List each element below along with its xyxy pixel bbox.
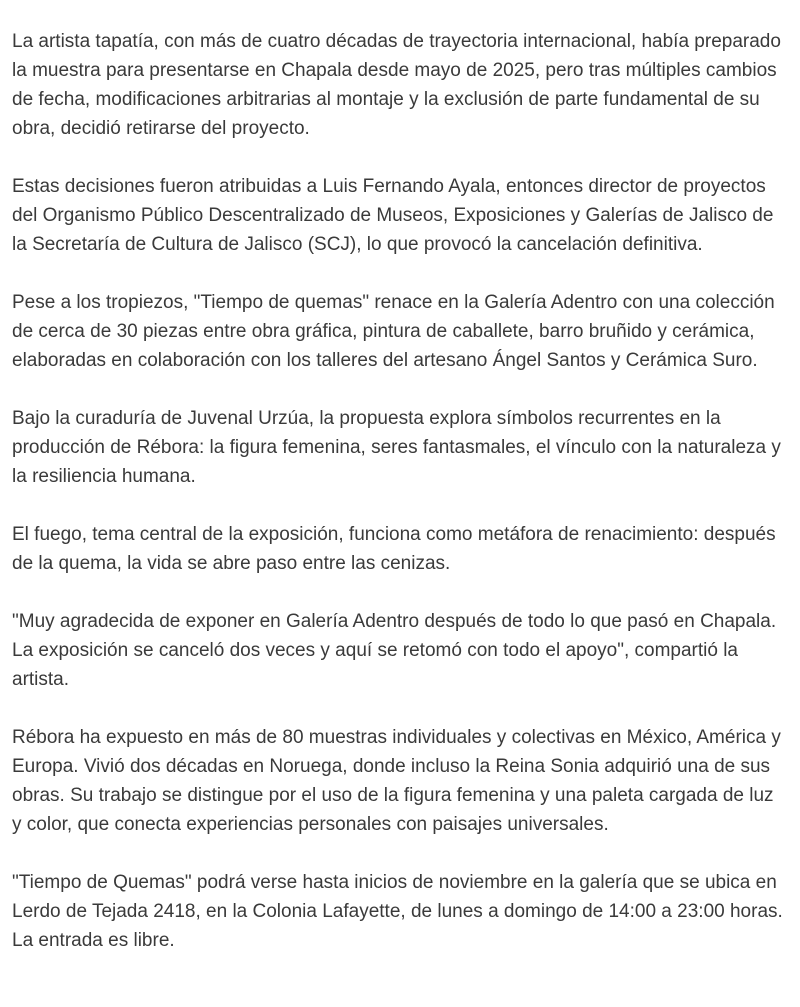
article-paragraph-8: "Tiempo de Quemas" podrá verse hasta inicios de noviembre en la galería que se ubica en Lerdo de Tejada 2418, en la Colonia Lafayette, de lunes a domingo de 14:00 a 23:00 horas. La entrada es libre. [12,872,783,951]
article-paragraph-4: Bajo la curaduría de Juvenal Urzúa, la propuesta explora símbolos recurrentes en la producción de Rébora: la figura femenina, seres fantasmales, el vínculo con la naturaleza y la resiliencia humana. [12,408,781,487]
article-paragraph-5: El fuego, tema central de la exposición, funciona como metáfora de renacimiento: después de la quema, la vida se abre paso entre las cenizas. [12,524,776,574]
article-paragraph-6: "Muy agradecida de exponer en Galería Adentro después de todo lo que pasó en Chapala. La exposición se canceló dos veces y aquí se retomó con todo el apoyo", compartió la artista. [12,611,777,690]
article-paragraph-7: Rébora ha expuesto en más de 80 muestras individuales y colectivas en México, América y Europa. Vivió dos décadas en Noruega, donde incluso la Reina Sonia adquirió una de sus obras. Su trabajo se distingue por el uso de la figura femenina y una paleta cargada de luz y color, que conecta experiencias personales con paisajes universales. [12,727,781,835]
article-paragraph-3: Pese a los tropiezos, "Tiempo de quemas" renace en la Galería Adentro con una colección de cerca de 30 piezas entre obra gráfica, pintura de caballete, barro bruñido y cerámica, elaboradas en colaboración con los talleres del artesano Ángel Santos y Cerámica Suro. [12,292,775,371]
article-paragraph-2: Estas decisiones fueron atribuidas a Luis Fernando Ayala, entonces director de proyectos del Organismo Público Descentralizado de Museos, Exposiciones y Galerías de Jalisco de la Secretaría de Cultura de Jalisco (SCJ), lo que provocó la cancelación definitiva. [12,176,774,255]
article-paragraph-1: La artista tapatía, con más de cuatro décadas de trayectoria internacional, había preparado la muestra para presentarse en Chapala desde mayo de 2025, pero tras múltiples cambios de fecha, modificaciones arbitrarias al montaje y la exclusión de parte fundamental de su obra, decidió retirarse del proyecto. [12,31,781,139]
